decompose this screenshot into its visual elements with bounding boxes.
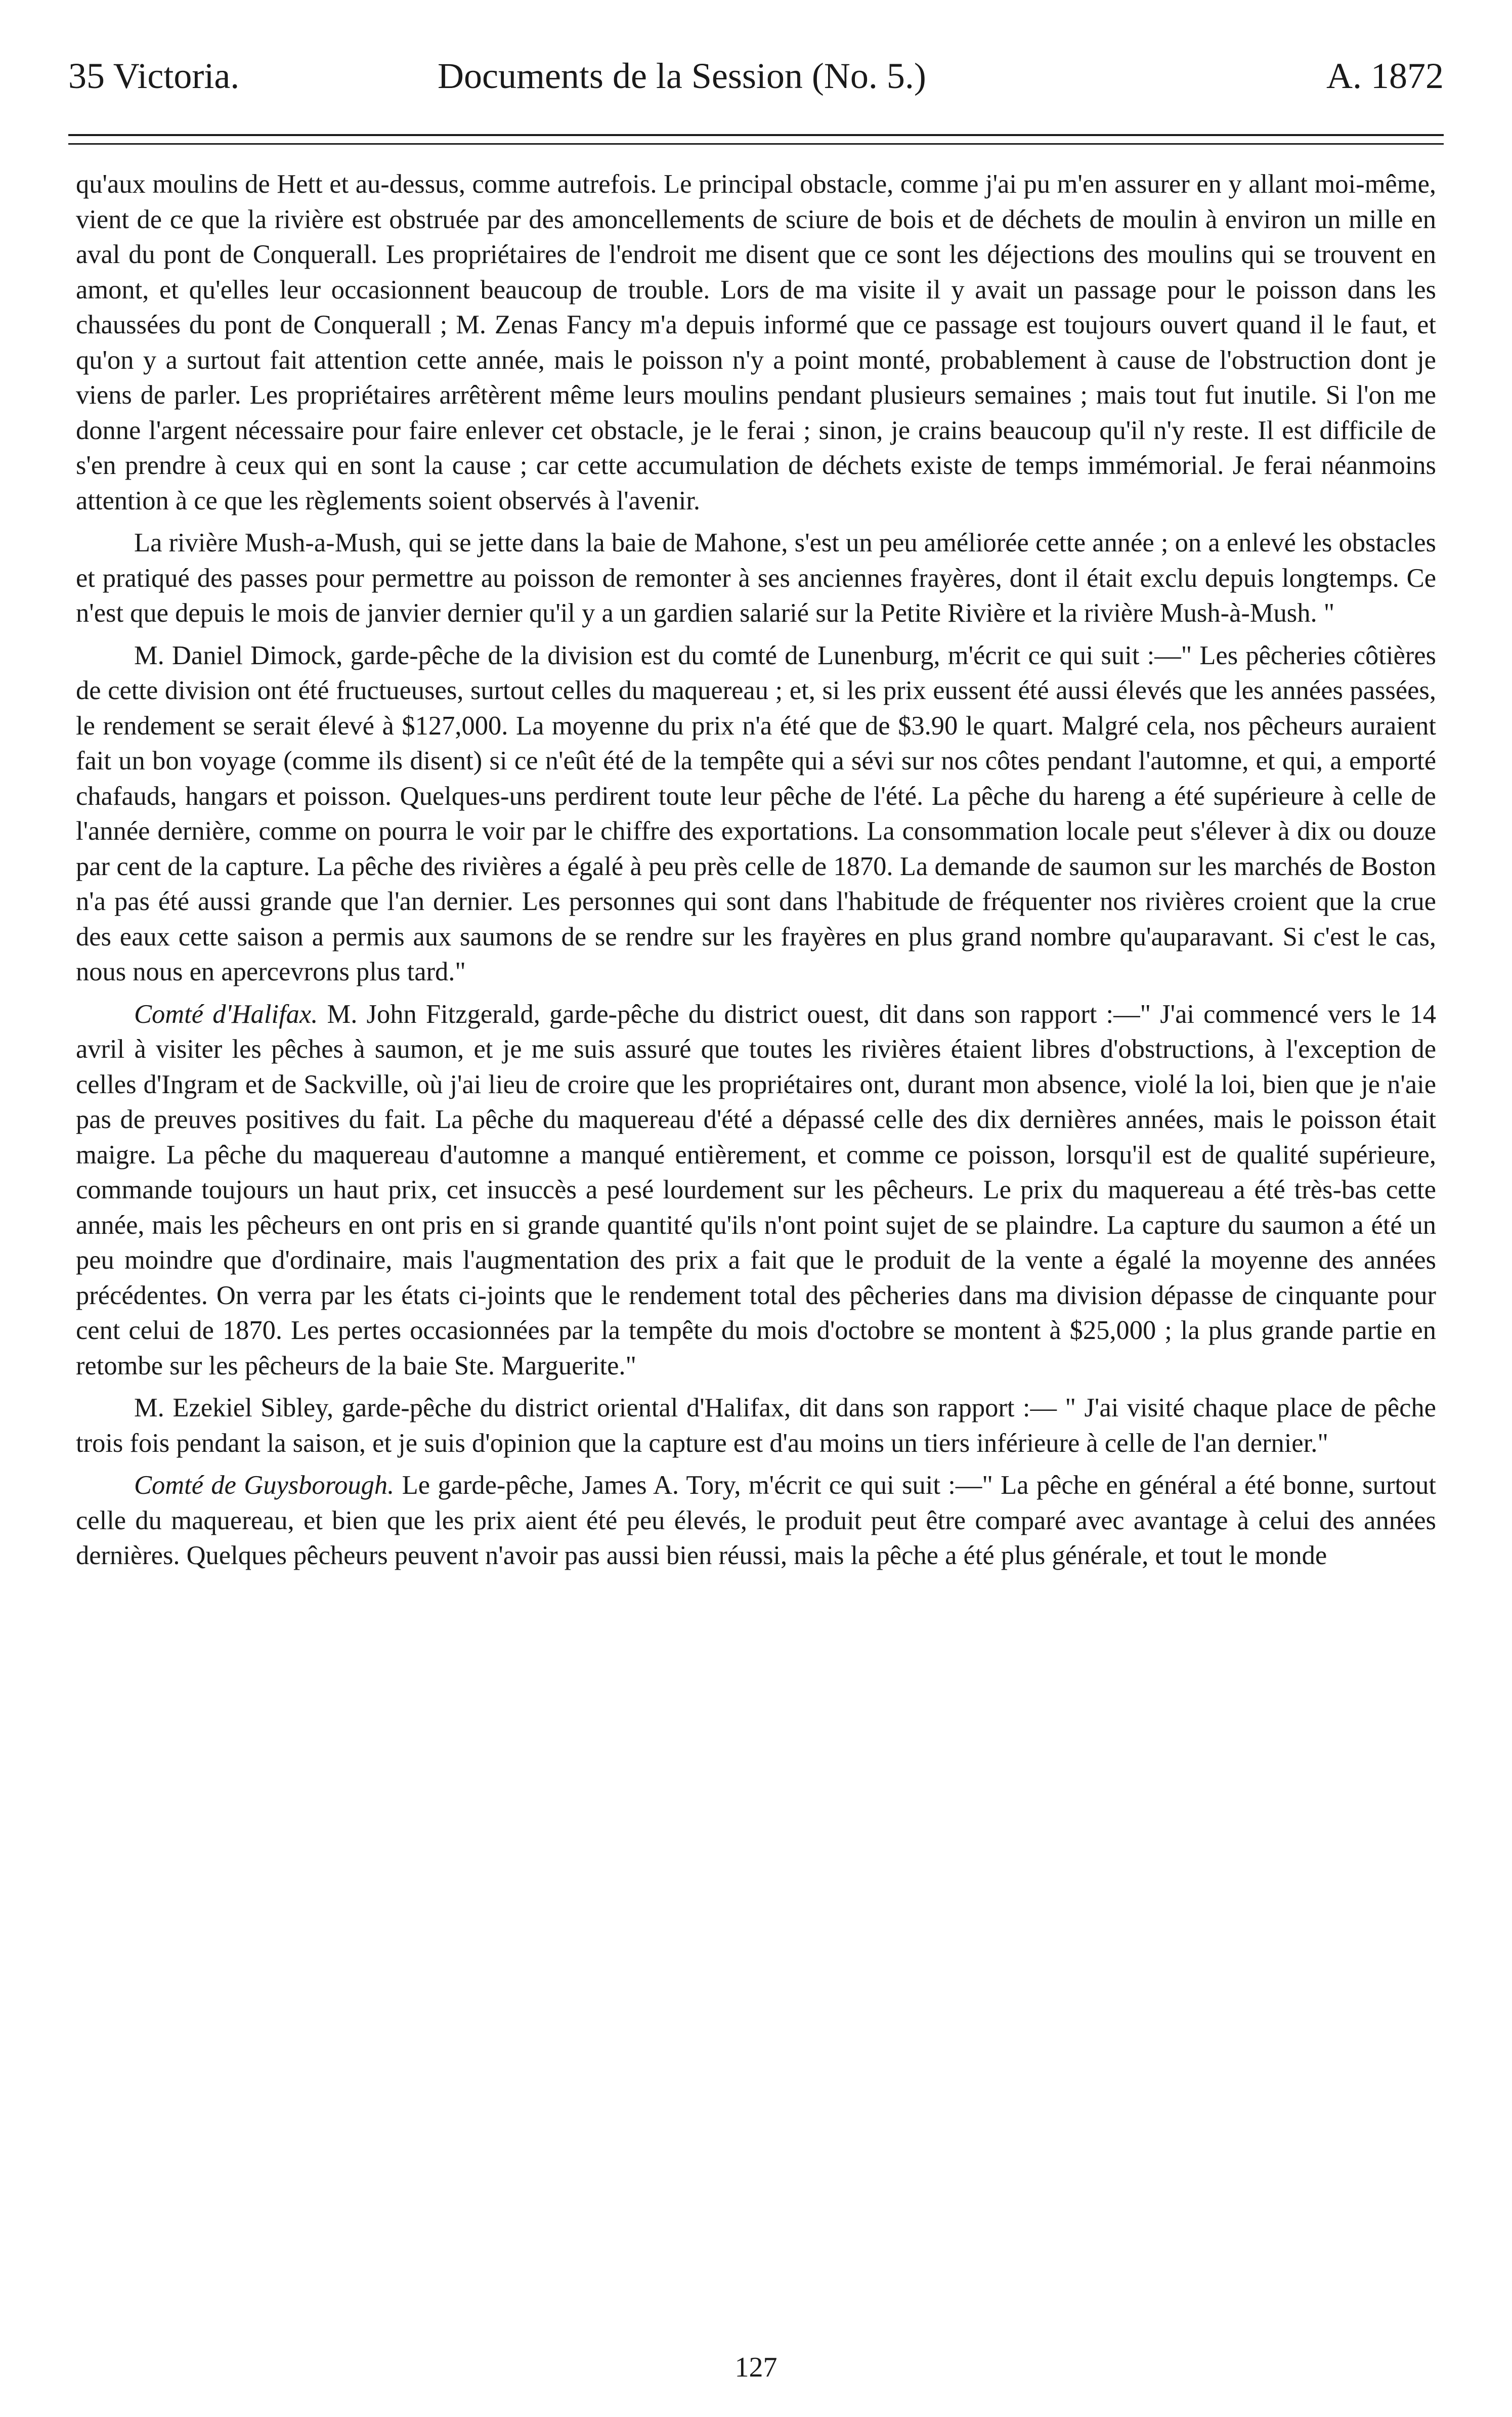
paragraph-text: M. Ezekiel Sibley, garde-pêche du district oriental d'Halifax, dit dans son rapport :— " J'ai visité chaque place de pêche trois fois pendant la saison, et je suis d'opinion que la capture est d'au moins un tiers inférieure à celle de l'an dernier." (76, 1393, 1436, 1458)
paragraph-text: La rivière Mush-a-Mush, qui se jette dans la baie de Mahone, s'est un peu améliorée cette année ; on a enlevé les obstacles et pratiqué des passes pour permettre au poisson de remonter à ses anciennes frayères, dont il était exclu depuis longtemps. Ce n'est que depuis le mois de janvier dernier qu'il y a un gardien salarié sur la Petite Rivière et la rivière Mush-à-Mush. " (76, 528, 1436, 628)
paragraph (76, 1468, 1436, 1574)
paragraph-text: M. Daniel Dimock, garde-pêche de la division est du comté de Lunenburg, m'écrit ce qui suit :—" Les pêcheries côtières de cette division ont été fructueuses, surtout celles du maquereau ; et, si les prix eussent été aussi élevés que les années passées, le rendement se serait élevé à $127,000. La moyenne du prix n'a été que de $3.90 le quart. Malgré cela, nos pêcheurs auraient fait un bon voyage (comme ils disent) si ce n'eût été de la tempête qui a sévi sur nos côtes pendant l'automne, et qui, a emporté chafauds, hangars et poisson. Quelques-uns perdirent toute leur pêche de l'été. La pêche du hareng a été supérieure à celle de l'année dernière, comme on pourra le voir par le chiffre des exportations. La consommation locale peut s'élever à dix ou douze par cent de la capture. La pêche des rivières a égalé à peu près celle de 1870. La demande de saumon sur les marchés de Boston n'a pas été aussi grande que l'an dernier. Les personnes qui sont dans l'habitude de fréquenter nos rivières croient que la crue des eaux cette saison a permis aux saumons de se rendre sur les frayères en plus grand nombre qu'auparavant. Si c'est le cas, nous nous en apercevrons plus tard." (76, 640, 1436, 986)
header-year: A. 1872 (1326, 56, 1444, 96)
header-volume: 35 Victoria. (68, 56, 240, 96)
paragraph (76, 167, 1436, 519)
paragraph-text: qu'aux moulins de Hett et au-dessus, comme autrefois. Le principal obstacle, comme j'ai pu m'en assurer en y allant moi-même, vient de ce que la rivière est obstruée par des amoncellements de sciure de bois et de déchets de moulin à environ un mille en aval du pont de Conquerall. Les propriétaires de l'endroit me disent que ce sont les déjections des moulins qui se trouvent en amont, et qu'elles leur occasionnent beaucoup de trouble. Lors de ma visite il y avait un passage pour le poisson dans les chaussées du pont de Conquerall ; M. Zenas Fancy m'a depuis informé que ce passage est toujours ouvert quand il le faut, et qu'on y a surtout fait attention cette année, mais le poisson n'y a point monté, probablement à cause de l'obstruction dont je viens de parler. Les propriétaires arrêtèrent même leurs moulins pendant plusieurs semaines ; mais tout fut inutile. Si l'on me donne l'argent nécessaire pour faire enlever cet obstacle, je le ferai ; sinon, je crains beaucoup qu'il n'y reste. Il est difficile de s'en prendre à ceux qui en sont la cause ; car cette accumulation de déchets existe de temps immémorial. Je ferai néanmoins attention à ce que les règlements soient observés à l'avenir. (76, 169, 1436, 515)
paragraph (76, 1391, 1436, 1461)
section-heading-guysborough: Comté de Guysborough. (134, 1471, 395, 1500)
paragraph-text: Le garde-pêche, James A. Tory, m'écrit ce qui suit :—" La pêche en général a été bonne, surtout celle du maquereau, et bien que les prix aient été peu élevés, le produit peut être comparé avec avantage à celui des années dernières. Quelques pêcheurs peuvent n'avoir pas aussi bien réussi, mais la pêche a été plus générale, et tout le monde (76, 1471, 1436, 1570)
page-number: 127 (735, 2352, 777, 2383)
paragraph (76, 997, 1436, 1384)
paragraph (76, 638, 1436, 990)
running-header (68, 48, 1444, 104)
paragraph (76, 526, 1436, 631)
header-title: Documents de la Session (No. 5.) (438, 56, 926, 96)
body-text (76, 167, 1436, 1581)
paragraph-text: M. John Fitzgerald, garde-pêche du district ouest, dit dans son rapport :—" J'ai commencé vers le 14 avril à visiter les pêches à saumon, et je me suis assuré que toutes les rivières étaient libres d'obstructions, à l'exception de celles d'Ingram et de Sackville, où j'ai lieu de croire que les propriétaires ont, durant mon absence, violé la loi, bien que je n'aie pas de preuves positives du fait. La pêche du maquereau d'été a dépassé celle des dix dernières années, mais le poisson était maigre. La pêche du maquereau d'automne a manqué entièrement, et comme ce poisson, lorsqu'il est de qualité supérieure, commande toujours un haut prix, cet insuccès a pesé lourdement sur les pêcheurs. Le prix du maquereau a été très-bas cette année, mais les pêcheurs en ont pris en si grande quantité qu'ils n'ont point sujet de se plaindre. La capture du saumon a été un peu moindre que d'ordinaire, mais l'augmentation des prix a fait que le produit de la vente a égalé la moyenne des années précédentes. On verra par les états ci-joints que le rendement total des pêcheries dans ma division dépasse de cinquante pour cent celui de 1870. Les pertes occasionnées par la tempête du mois d'octobre se montent à $25,000 ; la plus grande partie en retombe sur les pêcheurs de la baie Ste. Marguerite." (76, 999, 1436, 1380)
header-double-rule (68, 134, 1444, 145)
section-heading-halifax: Comté d'Halifax. (134, 999, 318, 1029)
